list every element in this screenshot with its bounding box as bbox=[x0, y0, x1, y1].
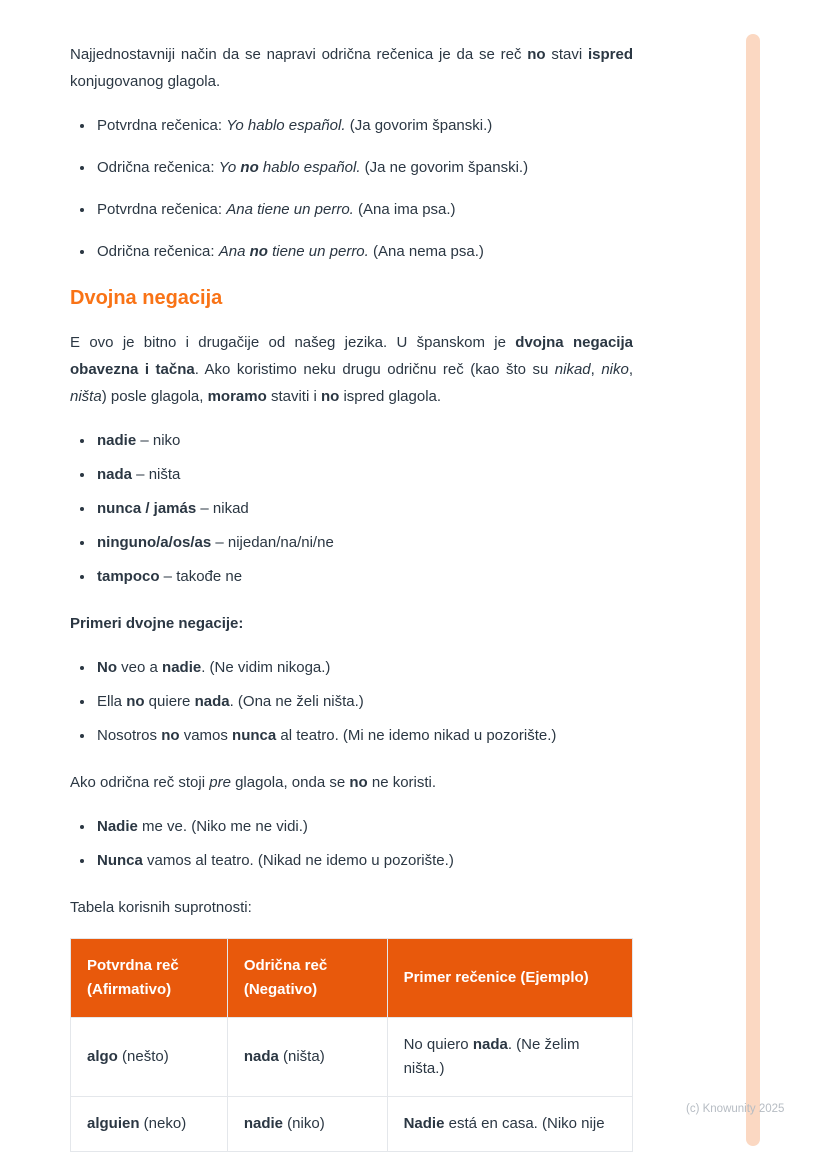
text-run: Odrična rečenica: bbox=[97, 159, 219, 176]
text-run: está en casa. (Niko nije bbox=[444, 1115, 605, 1132]
text-run: Tabela korisnih suprotnosti: bbox=[70, 899, 252, 916]
list-item bbox=[95, 461, 633, 488]
text-run: stavi bbox=[545, 46, 588, 63]
text-run: pre bbox=[209, 774, 231, 791]
text-run: Ella bbox=[97, 693, 127, 710]
table-cell bbox=[71, 1097, 228, 1152]
text-run: Odrična rečenica: bbox=[97, 243, 219, 260]
text-run: vamos al teatro. (Nikad ne idemo u pozorište.) bbox=[142, 852, 454, 869]
negative-words-list bbox=[70, 427, 633, 590]
text-run: Nunca bbox=[97, 852, 143, 869]
text-run: me ve. (Niko me ne vidi.) bbox=[137, 818, 308, 835]
text-run: Nosotros bbox=[97, 727, 162, 744]
list-item bbox=[95, 154, 633, 181]
text-run: Potvrdna rečenica: bbox=[97, 117, 227, 134]
text-run: algo bbox=[87, 1048, 118, 1065]
text-run: (Ana nema psa.) bbox=[368, 243, 484, 260]
text-run: (Ja ne govorim španski.) bbox=[360, 159, 529, 176]
text-run: vamos bbox=[179, 727, 233, 744]
text-run: . (Ne vidim nikoga.) bbox=[201, 659, 331, 676]
document-content bbox=[70, 41, 633, 1152]
text-run: nada bbox=[194, 693, 230, 710]
double-negation-examples-list bbox=[70, 654, 633, 749]
text-run: nada bbox=[243, 1048, 279, 1065]
text-run: quiere bbox=[144, 693, 195, 710]
list-item bbox=[95, 112, 633, 139]
text-run: Nadie bbox=[403, 1115, 445, 1132]
table-header-cell-negative: Odrična reč (Negativo) bbox=[227, 939, 387, 1018]
text-run: alguien bbox=[87, 1115, 140, 1132]
text-run: . (Ne želim ništa.) bbox=[403, 1036, 580, 1077]
text-run: E ovo je bitno i drugačije od našeg jezika. U španskom je bbox=[70, 334, 516, 351]
text-run: no bbox=[240, 159, 259, 176]
table-cell bbox=[227, 1018, 387, 1097]
text-run: nunca / jamás bbox=[97, 500, 197, 517]
text-run: Ana bbox=[218, 243, 250, 260]
text-run: nadie bbox=[243, 1115, 284, 1132]
text-run: tiene un perro. bbox=[267, 243, 369, 260]
text-run: Yo bbox=[218, 159, 241, 176]
text-run: konjugovanog glagola. bbox=[70, 73, 221, 90]
text-run: ninguno/a/os/as bbox=[97, 534, 212, 551]
text-run: ) posle glagola, bbox=[101, 388, 208, 405]
list-item bbox=[95, 847, 633, 874]
table-cell bbox=[387, 1097, 632, 1152]
table-cell bbox=[71, 1018, 228, 1097]
pre-position-examples-list bbox=[70, 813, 633, 874]
text-run: (nešto) bbox=[117, 1048, 169, 1065]
text-run: staviti i bbox=[266, 388, 321, 405]
text-run: Nadie bbox=[97, 818, 138, 835]
text-run: no bbox=[349, 774, 368, 791]
text-run: moramo bbox=[207, 388, 267, 405]
double-negation-intro-paragraph bbox=[70, 329, 633, 410]
text-run: Yo hablo español. bbox=[226, 117, 346, 134]
intro-paragraph bbox=[70, 41, 633, 95]
list-item bbox=[95, 238, 633, 265]
text-run: ništa bbox=[70, 388, 102, 405]
text-run: – ništa bbox=[132, 466, 181, 483]
text-run: Ana tiene un perro. bbox=[226, 201, 354, 218]
text-run: ispred bbox=[587, 46, 633, 63]
text-run: Potvrdna rečenica: bbox=[97, 201, 227, 218]
list-item bbox=[95, 196, 633, 223]
list-item bbox=[95, 813, 633, 840]
text-run: niko bbox=[601, 361, 629, 378]
text-run: No quiero bbox=[403, 1036, 473, 1053]
text-run: . (Ona ne želi ništa.) bbox=[229, 693, 364, 710]
text-run: Ako odrična reč stoji bbox=[70, 774, 210, 791]
text-run: , bbox=[590, 361, 602, 378]
double-negation-heading: Dvojna negacija bbox=[70, 287, 223, 309]
text-run: Najjednostavniji način da se napravi odrična rečenica je da se reč bbox=[70, 46, 528, 63]
opposites-table bbox=[70, 938, 633, 1152]
text-run: No bbox=[97, 659, 117, 676]
table-cell bbox=[227, 1097, 387, 1152]
text-run: dvojna negacija obavezna i tačna bbox=[70, 334, 633, 378]
watermark: (c) Knowunity 2025 bbox=[686, 1103, 785, 1115]
text-run: no bbox=[527, 46, 546, 63]
text-run: ispred glagola. bbox=[339, 388, 442, 405]
text-run: – nikad bbox=[196, 500, 249, 517]
pre-rule-paragraph bbox=[70, 769, 633, 796]
text-run: hablo español. bbox=[258, 159, 361, 176]
list-item bbox=[95, 495, 633, 522]
text-run: Primeri dvojne negacije: bbox=[70, 615, 244, 632]
text-run: nada bbox=[472, 1036, 508, 1053]
text-run: al teatro. (Mi ne idemo nikad u pozorište.) bbox=[276, 727, 557, 744]
text-run: (neko) bbox=[139, 1115, 187, 1132]
text-run: , bbox=[628, 361, 634, 378]
list-item bbox=[95, 654, 633, 681]
table-header-cell-affirmative: Potvrdna reč (Afirmativo) bbox=[71, 939, 228, 1018]
table-row bbox=[71, 1097, 633, 1152]
text-run: . Ako koristimo neku drugu odričnu reč (kao što su bbox=[194, 361, 555, 378]
table-header-cell-example: Primer rečenice (Ejemplo) bbox=[387, 939, 632, 1018]
text-run: no bbox=[161, 727, 180, 744]
text-run: glagola, onda se bbox=[230, 774, 350, 791]
table-row bbox=[71, 1018, 633, 1097]
table-cell bbox=[387, 1018, 632, 1097]
text-run: (niko) bbox=[283, 1115, 325, 1132]
page-edge-decoration bbox=[746, 34, 760, 1146]
text-run: – niko bbox=[136, 432, 181, 449]
text-run: (Ja govorim španski.) bbox=[345, 117, 493, 134]
table-intro-paragraph bbox=[70, 894, 633, 921]
examples-label bbox=[70, 610, 633, 637]
text-run: (Ana ima psa.) bbox=[353, 201, 456, 218]
list-item bbox=[95, 427, 633, 454]
text-run: nadie bbox=[97, 432, 137, 449]
list-item bbox=[95, 722, 633, 749]
text-run: no bbox=[249, 243, 268, 260]
text-run: ne koristi. bbox=[367, 774, 437, 791]
text-run: nadie bbox=[162, 659, 202, 676]
text-run: no bbox=[126, 693, 145, 710]
text-run: – takođe ne bbox=[159, 568, 243, 585]
text-run: (ništa) bbox=[278, 1048, 325, 1065]
text-run: nunca bbox=[232, 727, 277, 744]
sentence-examples-list bbox=[70, 112, 633, 265]
table-header-row bbox=[71, 939, 633, 1018]
list-item bbox=[95, 529, 633, 556]
text-run: nada bbox=[97, 466, 133, 483]
list-item bbox=[95, 563, 633, 590]
text-run: no bbox=[320, 388, 340, 405]
text-run: veo a bbox=[117, 659, 163, 676]
text-run: nikad bbox=[554, 361, 591, 378]
list-item bbox=[95, 688, 633, 715]
text-run: – nijedan/na/ni/ne bbox=[211, 534, 334, 551]
text-run: tampoco bbox=[97, 568, 160, 585]
